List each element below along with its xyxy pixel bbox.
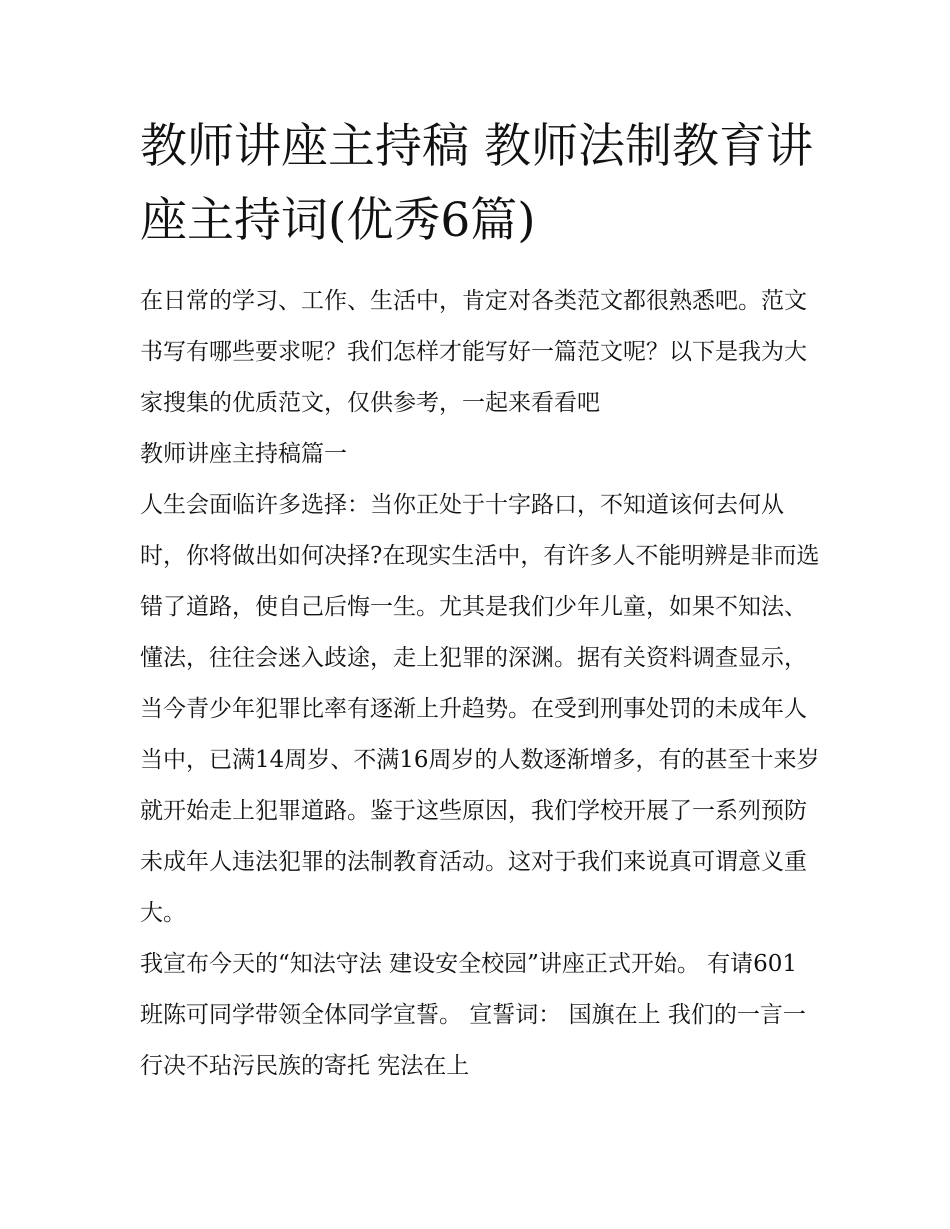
body-paragraph: 人生会面临许多选择：当你正处于十字路口，不知道该何去何从时，你将做出如何决择?在现实生活中，有许多人不能明辨是非而选错了道路，使自己后悔一生。尤其是我们少年儿童，如果不知法、懂法，往往会迷入歧途，走上犯罪的深渊。据有关资料调查显示，当今青少年犯罪比率有逐渐上升趋势。在受到刑事处罚的未成年人当中，已满14周岁、不满16周岁的人数逐渐增多，有的甚至十来岁就开始走上犯罪道路。鉴于这些原因，我们学校开展了一系列预防未成年人违法犯罪的法制教育活动。这对于我们来说真可谓意义重大。: [140, 492, 820, 926]
document-body: [140, 276, 820, 1092]
intro-paragraph: 在日常的学习、工作、生活中，肯定对各类范文都很熟悉吧。范文书写有哪些要求呢？我们怎样才能写好一篇范文呢？以下是我为大家搜集的优质范文，仅供参考，一起来看看吧: [140, 288, 807, 416]
document-title: 教师讲座主持稿 教师法制教育讲座主持词(优秀6篇): [140, 119, 813, 248]
body-paragraph: 我宣布今天的“知法守法 建设安全校园”讲座正式开始。 有请601班陈可同学带领全体同学宣誓。 宣誓词： 国旗在上 我们的一言一行决不玷污民族的寄托 宪法在上: [140, 951, 806, 1079]
section-heading: 教师讲座主持稿篇一: [140, 441, 347, 467]
